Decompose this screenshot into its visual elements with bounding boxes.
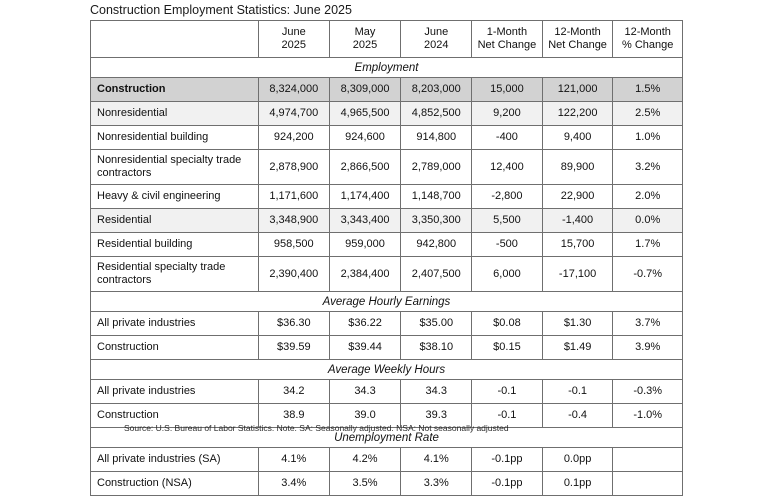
row-value: -0.1 [472,404,543,428]
header-line2: Net Change [548,39,607,51]
row-value: 34.3 [329,380,401,404]
table-row [91,78,683,102]
row-label: Nonresidential building [91,126,259,150]
section-header-row [91,360,683,380]
row-value: 3,343,400 [329,209,401,233]
table-header [91,21,683,58]
header-line2: Net Change [477,39,537,51]
row-value: 2,407,500 [401,257,472,292]
row-value: 1.5% [613,78,683,102]
row-value: $1.30 [542,312,613,336]
row-label: Nonresidential [91,102,259,126]
row-value: 4.2% [329,448,401,472]
row-value: 4,965,500 [329,102,401,126]
header-line2: 2025 [352,39,378,51]
row-value: -0.1 [542,380,613,404]
row-value: -1,400 [542,209,613,233]
row-value: -17,100 [542,257,613,292]
table-row [91,150,683,185]
row-value: -0.3% [613,380,683,404]
row-label: All private industries (SA) [91,448,259,472]
row-value: 3.7% [613,312,683,336]
row-value: 122,200 [542,102,613,126]
section-heading: Unemployment Rate [91,428,683,448]
row-label: Residential [91,209,259,233]
row-value: 3.4% [258,472,329,496]
row-value: 89,900 [542,150,613,185]
row-value: 914,800 [401,126,472,150]
table-row [91,257,683,292]
row-value: -1.0% [613,404,683,428]
section-heading: Average Weekly Hours [91,360,683,380]
row-value: 34.3 [401,380,472,404]
row-value: 2,878,900 [258,150,329,185]
row-value: $0.08 [472,312,543,336]
row-value: 958,500 [258,233,329,257]
cell-not-applicable [613,448,683,472]
row-value: 6,000 [472,257,543,292]
row-value: 12,400 [472,150,543,185]
row-value: -2,800 [472,185,543,209]
table-row [91,312,683,336]
row-value: 4,852,500 [401,102,472,126]
header-cell-june-2025 [258,21,329,58]
row-value: $1.49 [542,336,613,360]
header-cell-12month-pct-change [613,21,683,58]
row-label: Heavy & civil engineering [91,185,259,209]
row-value: 4.1% [401,448,472,472]
table-row [91,380,683,404]
row-value: 5,500 [472,209,543,233]
row-value: 39.0 [329,404,401,428]
row-value: 3,348,900 [258,209,329,233]
row-value: 959,000 [329,233,401,257]
table-row [91,209,683,233]
row-value: 2,866,500 [329,150,401,185]
row-value: 3.3% [401,472,472,496]
row-value: $38.10 [401,336,472,360]
table-row [91,448,683,472]
row-value: 1,171,600 [258,185,329,209]
header-line1: May [354,26,376,38]
row-value: -0.7% [613,257,683,292]
row-value: 2,384,400 [329,257,401,292]
row-value: -0.1pp [472,448,543,472]
row-value: 3.2% [613,150,683,185]
row-value: -400 [472,126,543,150]
section-heading: Average Hourly Earnings [91,292,683,312]
cell-not-applicable [613,472,683,496]
header-cell-may-2025 [329,21,401,58]
row-value: 8,309,000 [329,78,401,102]
row-value: 2,390,400 [258,257,329,292]
row-value: 38.9 [258,404,329,428]
row-value: 942,800 [401,233,472,257]
table-row [91,102,683,126]
header-line2: 2024 [424,39,449,51]
row-value: -0.4 [542,404,613,428]
section-header-row [91,292,683,312]
row-label: All private industries [91,380,259,404]
table-row [91,233,683,257]
header-line1: June [424,26,449,38]
row-value: -500 [472,233,543,257]
row-value: $35.00 [401,312,472,336]
header-line1: June [281,26,306,38]
row-label: Residential building [91,233,259,257]
header-cell-12month-net-change [542,21,613,58]
header-cell-june-2024 [401,21,472,58]
row-label: Construction [91,336,259,360]
row-label: Residential specialty trade contractors [91,257,259,292]
row-label: Construction [91,78,259,102]
header-line2: % Change [622,39,674,51]
row-value: 121,000 [542,78,613,102]
header-line1: 1-Month [486,26,528,38]
row-value: 22,900 [542,185,613,209]
row-value: 2,789,000 [401,150,472,185]
row-value: 15,700 [542,233,613,257]
row-value: 9,200 [472,102,543,126]
header-cell-blank [91,21,259,58]
row-value: 9,400 [542,126,613,150]
row-value: 1,174,400 [329,185,401,209]
table-row [91,336,683,360]
row-value: 2.0% [613,185,683,209]
header-line1: 12-Month [624,26,671,38]
row-value: 39.3 [401,404,472,428]
header-cell-1month-net-change [472,21,543,58]
row-value: 3,350,300 [401,209,472,233]
section-heading: Employment [91,58,683,78]
table-header-row [91,21,683,58]
row-value: 2.5% [613,102,683,126]
row-value: 1.0% [613,126,683,150]
header-line1: 12-Month [554,26,601,38]
row-value: 4.1% [258,448,329,472]
row-value: 4,974,700 [258,102,329,126]
row-value: 0.0pp [542,448,613,472]
table-row [91,472,683,496]
row-value: 924,200 [258,126,329,150]
row-value: $39.59 [258,336,329,360]
row-value: 1.7% [613,233,683,257]
row-value: 0.1pp [542,472,613,496]
row-value: 34.2 [258,380,329,404]
row-label: Construction (NSA) [91,472,259,496]
table-row [91,126,683,150]
row-value: -0.1pp [472,472,543,496]
row-value: 924,600 [329,126,401,150]
header-line2: 2025 [281,39,307,51]
table-row [91,185,683,209]
row-value: 8,324,000 [258,78,329,102]
row-value: 15,000 [472,78,543,102]
row-label: All private industries [91,312,259,336]
row-value: 1,148,700 [401,185,472,209]
row-value: 3.5% [329,472,401,496]
row-value: 8,203,000 [401,78,472,102]
row-value: $36.30 [258,312,329,336]
row-value: -0.1 [472,380,543,404]
section-header-row [91,58,683,78]
row-value: $39.44 [329,336,401,360]
row-value: 3.9% [613,336,683,360]
row-value: 0.0% [613,209,683,233]
row-label: Nonresidential specialty trade contractors [91,150,259,185]
row-value: $0.15 [472,336,543,360]
row-value: $36.22 [329,312,401,336]
source-note: Source: U.S. Bureau of Labor Statistics. Note. SA: Seasonally adjusted. NSA: Not seasonally adjusted [124,423,509,433]
page-title: Construction Employment Statistics: June 2025 [90,3,352,17]
row-label: Construction [91,404,259,428]
